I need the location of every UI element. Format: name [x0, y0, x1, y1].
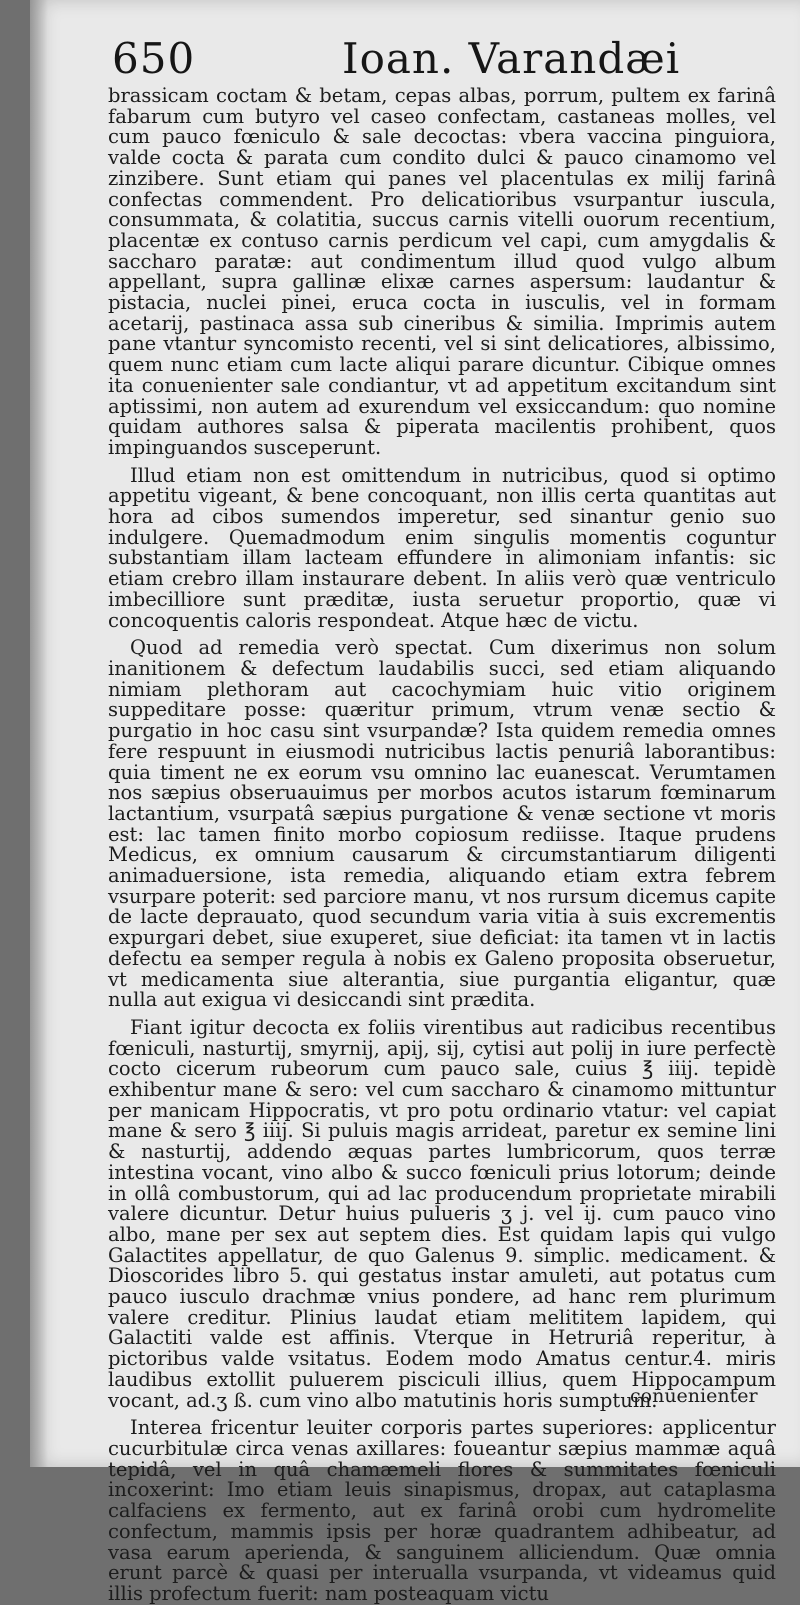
paragraph: Fiant igitur decocta ex foliis virentibus aut radicibus recentibus fœniculi, nasturtij, smyrnij, apij, sij, cytisi aut polij in iure perfectè cocto cicerum rubeorum cum pauco sale, cuius ℥ iiij. tepidè exhibentur mane & sero: vel cum saccharo & cinamomo mittuntur per manicam Hippocratis, vt pro potu ordinario vtatur: vel capiat mane & sero ℥ iiij. Si puluis magis arrideat, paretur ex semine lini & nasturtij, addendo æquas partes lumbricorum, quos terræ intestina vocant, vino albo & succo fœniculi prius lotorum; deinde in ollâ combustorum, qui ad lac producendum proprietate mirabili valere dicuntur. Detur huius pulueris ʒ j. vel ij. cum pauco vino albo, mane per sex aut septem dies. Est quidam lapis qui vulgo Galactites appellatur, de quo Galenus 9. simplic. medicament. & Dioscorides libro 5. qui gestatus instar amuleti, aut potatus cum pauco iusculo drachmæ vnius pondere, ad hanc rem plurimum valere creditur. Plinius laudat etiam melititem lapidem, qui Galactiti valde est affinis. Vterque in Hetruriâ reperitur, à pictoribus valde vsitatus. Eodem modo Amatus centur.4. miris laudibus extollit puluerem pisciculi illius, quem Hippocampum vocant, ad.ʒ ß. cum vino albo matutinis horis sumptum. [108, 1015, 776, 1412]
gutter-shadow [30, 0, 48, 1467]
page-header [112, 34, 762, 86]
running-head: Ioan. Varandæi [342, 34, 681, 83]
page-number: 650 [112, 34, 196, 83]
paragraph: Interea fricentur leuiter corporis partes superiores: applicentur cucurbitulæ circa venas axillares: foueantur sæpius mammæ aquâ tepidâ, vel in quâ chamæmeli flores & summitates fœniculi incoxerint: Imo etiam leuis sinapismus, dropax, aut cataplasma calfaciens ex fermento, aut ex farinâ orobi cum hydromelite confectum, mammis ipsis per horæ quadrantem adhibeatur, ad vasa earum aperienda, & sanguinem alliciendum. Quæ omnia erunt parcè & quasi per interualla vsurpanda, vt videamus quid illis profectum fuerit: nam posteaquam victu [108, 1416, 776, 1605]
paragraph: Illud etiam non est omittendum in nutricibus, quod si optimo appetitu vigeant, & bene concoquant, non illis certa quantitas aut hora ad cibos sumendos imperetur, sed sinantur genio suo indulgere. Quemadmodum enim singulis momentis coguntur substantiam illam lacteam effundere in alimoniam infantis: sic etiam crebro illam instaurare debent. In aliis verò quæ ventriculo imbecilliore sunt præditæ, iusta seruetur proportio, quæ vi concoquentis caloris respondeat. Atque hæc de victu. [108, 463, 776, 632]
paragraph: brassicam coctam & betam, cepas albas, porrum, pultem ex farinâ fabarum cum butyro vel caseo confectam, castaneas molles, vel cum pauco fœniculo & sale decoctas: vbera vaccina pinguiora, valde cocta & parata cum condito dulci & pauco cinamomo vel zinzibere. Sunt etiam qui panes vel placentulas ex milij farinâ confectas commendent. Pro delicatioribus vsurpantur iuscula, consummata, & colatitia, succus carnis vitelli ouorum recentium, placentæ ex contuso carnis perdicum vel capi, cum amygdalis & saccharo paratæ: aut condimentum illud quod vulgo album appellant, supra gallinæ elixæ carnes aspersum: laudantur & pistacia, nuclei pinei, eruca cocta in iusculis, vel in formam acetarij, pastinaca assa sub cineribus & similia. Imprimis autem pane vtantur syncomisto recenti, vel si sint delicatiores, albissimo, quem nunc etiam cum lacte aliqui parare dicuntur. Cibique omnes ita conuenienter sale condiantur, vt ad appetitum excitandum sint aptissimi, non autem ad exurendum vel exsiccandum: quo nomine quidam authores salsa & piperata macilentis prohibent, quos impinguandos susceperunt. [108, 84, 776, 459]
catchword: conuenienter [630, 1385, 758, 1407]
body-text [108, 86, 776, 1605]
paragraph: Quod ad remedia verò spectat. Cum dixerimus non solum inanitionem & defectum laudabilis succi, sed etiam aliquando nimiam plethoram aut cacochymiam huic vitio originem suppeditare posse: quæritur primum, vtrum venæ sectio & purgatio in hoc casu sint vsurpandæ? Ista quidem remedia omnes fere respuunt in eiusmodi nutricibus lactis penuriâ laborantibus: quia timent ne ex eorum vsu omnino lac euanescat. Verumtamen nos sæpius obseruauimus per morbos acutos istarum fœminarum lactantium, vsurpatâ sæpius purgatione & venæ sectione vt moris est: lac tamen finito morbo copiosum rediisse. Itaque prudens Medicus, ex omnium causarum & circumstantiarum diligenti animaduersione, ista remedia, aliquando etiam extra febrem vsurpare poterit: sed parciore manu, vt nos rursum dicemus capite de lacte deprauato, quod secundum varia vitia à suis excrementis expurgari debet, siue exuperet, siue deficiat: ita tamen vt in lactis defectu ea semper regula à nobis ex Galeno proposita obseruetur, vt medicamenta siue alterantia, siue purgantia eligantur, quæ nulla aut exigua vi desiccandi sint prædita. [108, 636, 776, 1012]
book-page [30, 0, 800, 1605]
